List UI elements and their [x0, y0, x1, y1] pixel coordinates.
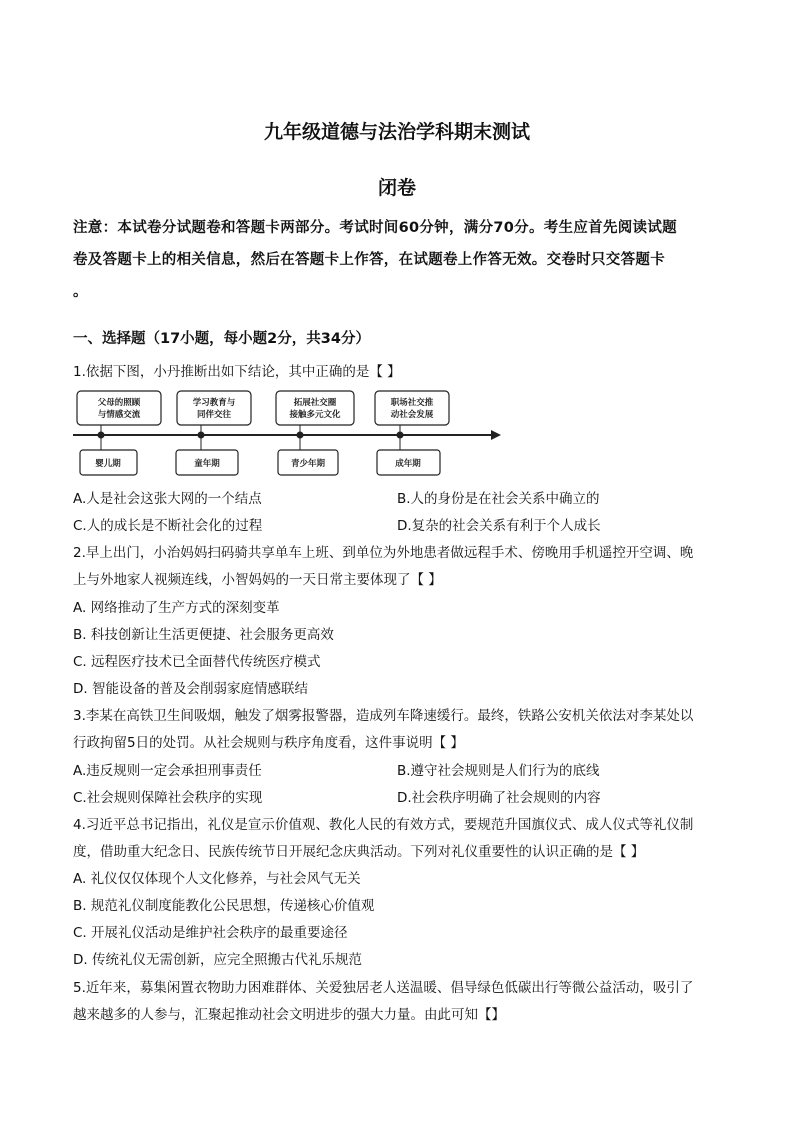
- page-title: 九年级道德与法治学科期末测试: [263, 121, 530, 143]
- q1-option-d: D.复杂的社会关系有利于个人成长: [397, 518, 601, 534]
- q3-option-c: C.社会规则保障社会秩序的实现: [73, 790, 263, 806]
- notice-line-3: 。: [73, 284, 88, 300]
- top-box-4-line-2: 动社会发展: [390, 410, 434, 420]
- q2-option-a: A. 网络推动了生产方式的深刻变革: [73, 600, 280, 616]
- stage-label-2: 童年期: [194, 459, 220, 469]
- top-box-3-line-1: 拓展社交圈: [293, 398, 337, 408]
- top-box-3-line-2: 接触多元文化: [289, 410, 341, 420]
- top-box-2-line-1: 学习教育与: [192, 398, 236, 408]
- q3-stem-line-1: 3.李某在高铁卫生间吸烟，触发了烟雾报警器，造成列车降速缓行。最终，铁路公安机关依法对李某处以: [73, 708, 694, 724]
- q2-option-b: B. 科技创新让生活更便捷、社会服务更高效: [73, 627, 334, 643]
- q3-option-d: D.社会秩序明确了社会规则的内容: [397, 790, 601, 806]
- timeline-dot: [198, 432, 205, 439]
- page-subtitle: 闭卷: [377, 177, 416, 199]
- q3-stem-line-2: 行政拘留5日的处罚。从社会规则与秩序角度看，这件事说明【 】: [73, 735, 464, 751]
- q3-option-a: A.违反规则一定会承担刑事责任: [73, 763, 262, 779]
- q5-stem-line-1: 5.近年来，募集闲置衣物助力困难群体、关爱独居老人送温暖、倡导绿色低碳出行等微公益活动，吸引了: [73, 980, 694, 996]
- q4-stem-line-2: 度，借助重大纪念日、民族传统节日开展纪念庆典活动。下列对礼仪重要性的认识正确的是【 】: [73, 844, 645, 860]
- q2-stem-line-1: 2.早上出门，小治妈妈扫码骑共享单车上班、到单位为外地患者做远程手术、傍晚用手机遥控开空调、晚: [73, 545, 694, 561]
- stage-label-1: 婴儿期: [95, 459, 121, 469]
- q2-option-d: D. 智能设备的普及会削弱家庭情感联结: [73, 681, 308, 697]
- q4-option-d: D. 传统礼仪无需创新，应完全照搬古代礼乐规范: [73, 952, 362, 968]
- top-box-4-line-1: 职场社交推: [390, 398, 434, 408]
- q1-stem: 1.依据下图，小丹推断出如下结论，其中正确的是【 】: [73, 364, 401, 380]
- q1-option-c: C.人的成长是不断社会化的过程: [73, 518, 263, 534]
- q4-option-c: C. 开展礼仪活动是维护社会秩序的最重要途径: [73, 925, 348, 941]
- timeline-dot: [297, 432, 304, 439]
- timeline-arrow-head: [491, 430, 501, 440]
- q4-option-b: B. 规范礼仪制度能教化公民思想，传递核心价值观: [73, 898, 375, 914]
- notice-line-1: 注意：本试卷分试题卷和答题卡两部分。考试时间60分钟，满分70分。考生应首先阅读试题: [73, 220, 677, 236]
- q2-option-c: C. 远程医疗技术已全面替代传统医疗模式: [73, 654, 321, 670]
- q1-option-b: B.人的身份是在社会关系中确立的: [397, 491, 600, 507]
- timeline-dot: [397, 432, 404, 439]
- notice-line-2: 卷及答题卡上的相关信息，然后在答题卡上作答，在试题卷上作答无效。交卷时只交答题卡: [73, 252, 665, 268]
- q5-stem-line-2: 越来越多的人参与，汇聚起推动社会文明进步的强大力量。由此可知【】: [73, 1007, 505, 1023]
- timeline-dot: [98, 432, 105, 439]
- stage-label-4: 成年期: [395, 459, 421, 469]
- top-box-2-line-2: 同伴交往: [196, 410, 232, 420]
- section-heading: 一、选择题（17小题，每小题2分，共34分）: [73, 331, 370, 347]
- q4-option-a: A. 礼仪仅仅体现个人文化修养，与社会风气无关: [73, 871, 361, 887]
- q2-stem-line-2: 上与外地家人视频连线，小智妈妈的一天日常主要体现了【 】: [73, 572, 442, 588]
- top-box-1-line-2: 与情感交流: [97, 410, 141, 420]
- growth-timeline-figure: [73, 385, 501, 480]
- q3-option-b: B.遵守社会规则是人们行为的底线: [397, 763, 600, 779]
- top-box-1-line-1: 父母的照顾: [97, 398, 141, 408]
- stage-label-3: 青少年期: [290, 459, 326, 469]
- q4-stem-line-1: 4.习近平总书记指出，礼仪是宣示价值观、教化人民的有效方式，要规范升国旗仪式、成人仪式等礼仪制: [73, 817, 694, 833]
- q1-option-a: A.人是社会这张大网的一个结点: [73, 491, 262, 507]
